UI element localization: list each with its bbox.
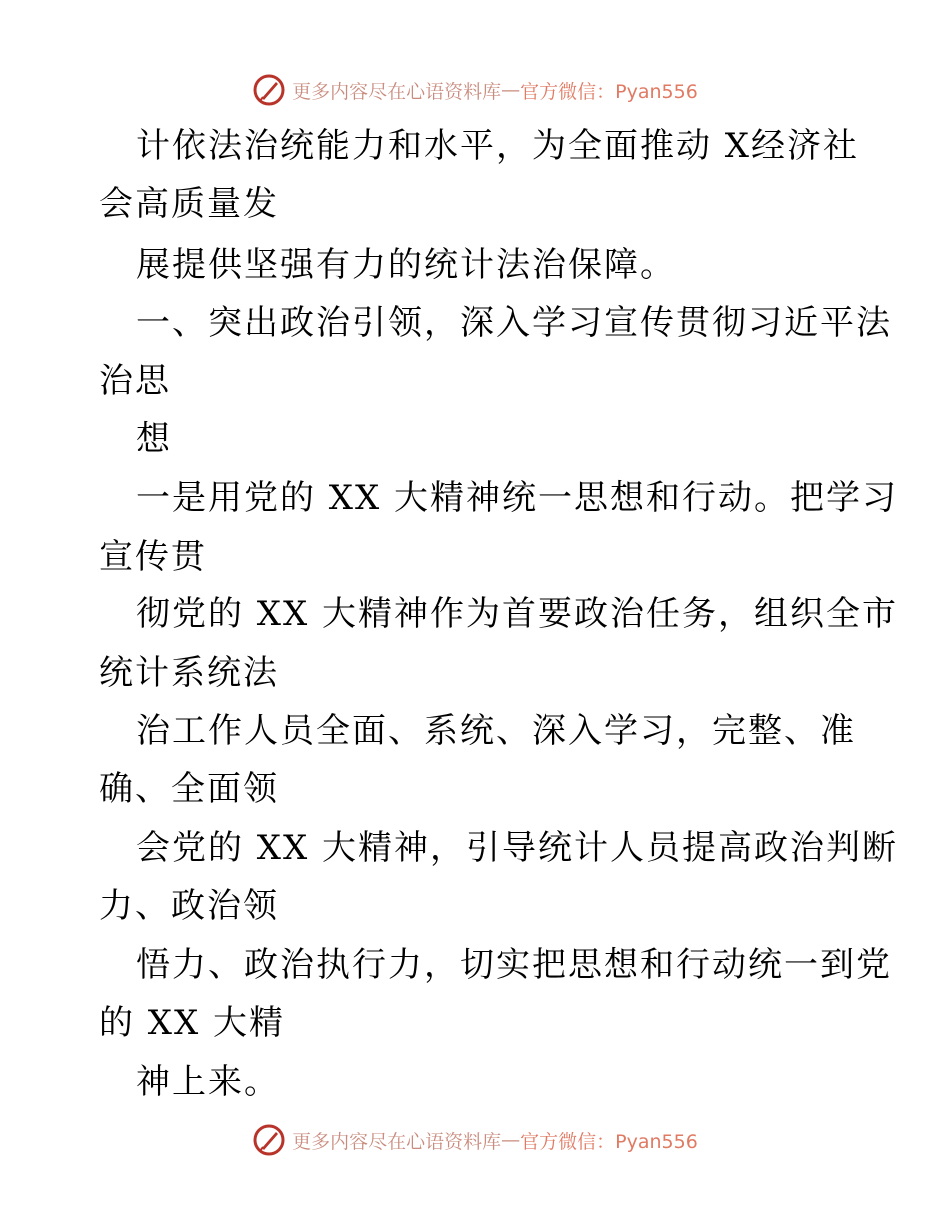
watermark-wechat: 官方微信：Pyan556	[520, 80, 698, 103]
text-line: 确、全面领	[99, 769, 279, 809]
text-line: 想	[136, 419, 172, 459]
watermark-text: 更多内容尽在心语资料库	[292, 80, 502, 103]
text-line: 神上来。	[136, 1062, 280, 1102]
text-line: 的 XX 大精	[99, 1003, 286, 1043]
watermark-wechat: 官方微信：Pyan556	[520, 1130, 698, 1153]
text-line: 展提供坚强有力的统计法治保障。	[136, 245, 676, 285]
watermark-text: 更多内容尽在心语资料库	[292, 1130, 502, 1153]
text-line: 一、突出政治引领，深入学习宣传贯彻习近平法	[136, 303, 892, 343]
text-line: 悟力、政治执行力，切实把思想和行动统一到党	[136, 945, 892, 985]
text-line: 力、政治领	[99, 886, 279, 926]
text-line: 统计系统法	[99, 653, 279, 693]
text-line: 彻党的 XX 大精神作为首要政治任务，组织全市	[136, 594, 899, 634]
watermark-dash: —	[501, 79, 521, 101]
quill-logo-icon	[252, 1123, 286, 1157]
text-line: 治思	[99, 361, 171, 401]
text-line: 治工作人员全面、系统、深入学习，完整、准	[136, 711, 856, 751]
text-line: 会党的 XX 大精神，引导统计人员提高政治判断	[136, 828, 899, 868]
watermark-dash: —	[501, 1129, 521, 1151]
text-line: 计依法治统能力和水平，为全面推动 X经济社	[136, 126, 860, 166]
text-line: 一是用党的 XX 大精神统一思想和行动。把学习	[136, 478, 899, 518]
text-line: 会高质量发	[99, 184, 279, 224]
footer-watermark	[0, 1120, 950, 1160]
text-line: 宣传贯	[99, 537, 207, 577]
